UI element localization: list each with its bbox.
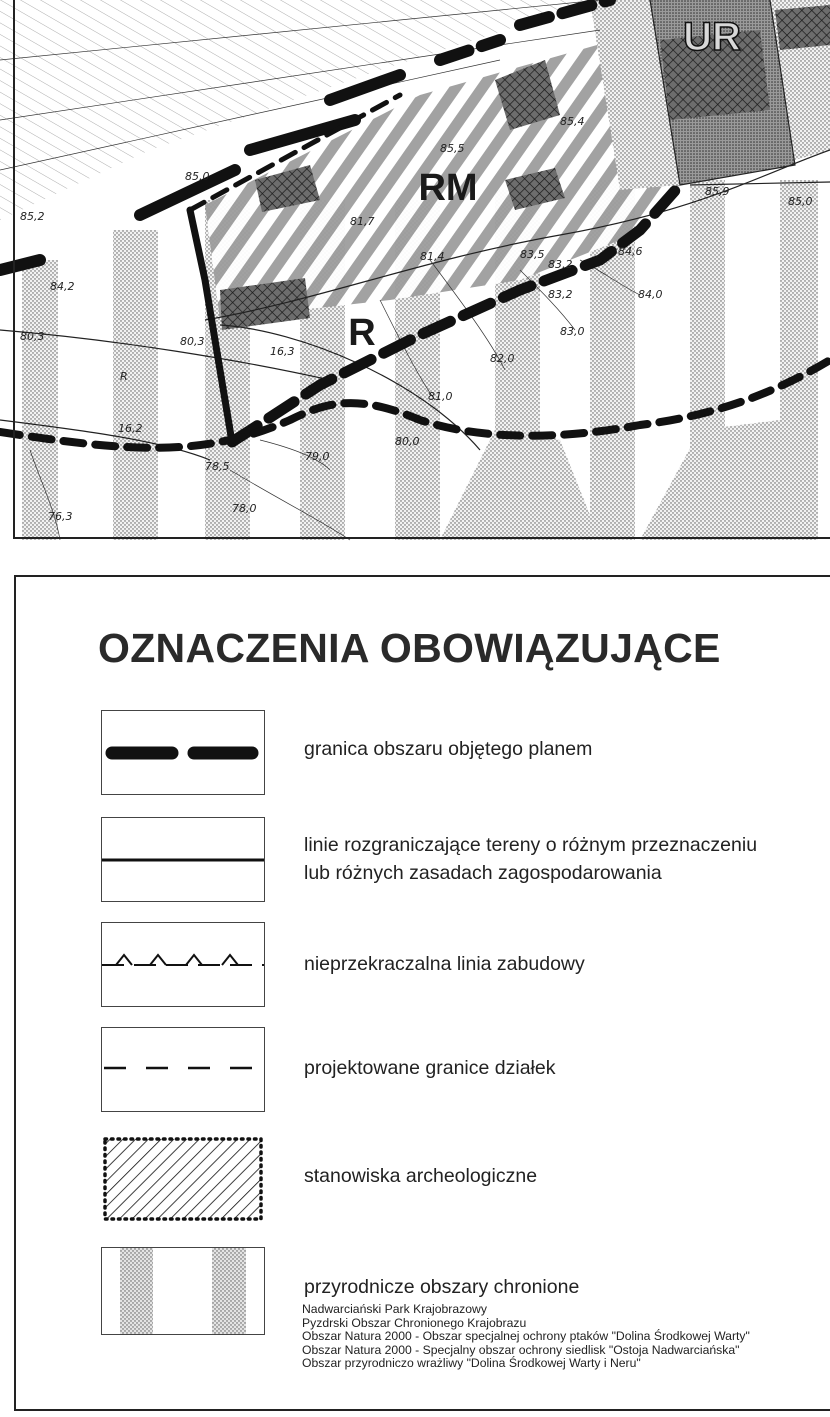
height-label: 83,0	[560, 325, 585, 338]
height-label: 80,3	[20, 330, 45, 343]
protected-areas-swatch	[101, 1247, 265, 1335]
height-label: 81,4	[420, 250, 445, 263]
legend-label-archaeological-sites: stanowiska archeologiczne	[304, 1165, 538, 1187]
demarcation-line-swatch	[101, 817, 265, 902]
legend-label-building-line: nieprzekraczalna linia zabudowy	[304, 953, 585, 975]
zone-label-rm: RM	[418, 167, 478, 209]
zone-label-r: R	[348, 312, 376, 354]
legend-panel	[14, 575, 830, 1411]
height-label: 76,3	[48, 510, 73, 523]
protected-area-detail: Obszar Natura 2000 - Obszar specjalnej ochrony ptaków "Dolina Środkowej Warty"	[302, 1329, 750, 1343]
height-label: 81,0	[428, 390, 453, 403]
height-label: 85,2	[20, 210, 45, 223]
height-label: 79,0	[305, 450, 330, 463]
legend-label-plan-boundary: granica obszaru objętego planem	[304, 738, 593, 760]
height-label: 84,6	[618, 245, 643, 258]
protected-area-detail: Nadwarciański Park Krajobrazowy	[302, 1302, 487, 1316]
height-label: 85,0	[185, 170, 210, 183]
legend-label-plot-boundaries: projektowane granice działek	[304, 1057, 556, 1079]
legend-label-demarcation-2: lub różnych zasadach zagospodarowania	[304, 862, 662, 884]
height-label: 78,0	[232, 502, 257, 515]
protected-area-detail: Pyzdrski Obszar Chronionego Krajobrazu	[302, 1315, 527, 1330]
plot-boundaries-swatch	[101, 1027, 265, 1112]
protected-area-detail: Obszar Natura 2000 - Specjalny obszar ochrony siedlisk "Ostoja Nadwarciańska"	[302, 1342, 740, 1357]
plan-map	[0, 0, 830, 545]
archaeological-sites-swatch	[101, 1135, 265, 1223]
height-label: 78,5	[205, 460, 230, 473]
building-line-swatch	[101, 922, 265, 1007]
height-label: 85,9	[705, 185, 730, 198]
height-label: 85,5	[440, 142, 465, 155]
legend-label-demarcation-1: linie rozgraniczające tereny o różnym przeznaczeniu	[304, 834, 758, 856]
height-label: 84,2	[50, 280, 75, 293]
height-label: 84,0	[638, 288, 663, 301]
height-label: R	[120, 370, 128, 383]
height-label: 85,4	[560, 115, 585, 128]
plan-boundary-swatch	[101, 710, 265, 795]
legend-title: OZNACZENIA OBOWIĄZUJĄCE	[98, 625, 721, 671]
legend-label-protected-areas: przyrodnicze obszary chronione	[304, 1276, 580, 1298]
height-label: 82,0	[490, 352, 515, 365]
height-label: 16,2	[118, 422, 143, 435]
height-label: 80,0	[395, 435, 420, 448]
zone-label-ur: UR	[683, 15, 741, 59]
height-label: 83,5	[520, 248, 545, 261]
height-label: 16,3	[270, 345, 295, 358]
height-label: 85,0	[788, 195, 813, 208]
protected-area-detail: Obszar przyrodniczo wrażliwy "Dolina Środkowej Warty i Neru"	[302, 1356, 641, 1370]
height-label: 81,7	[350, 215, 375, 228]
height-label: 80,3	[180, 335, 205, 348]
height-label: 83,2	[548, 288, 573, 301]
height-label: 83,2	[548, 258, 573, 271]
